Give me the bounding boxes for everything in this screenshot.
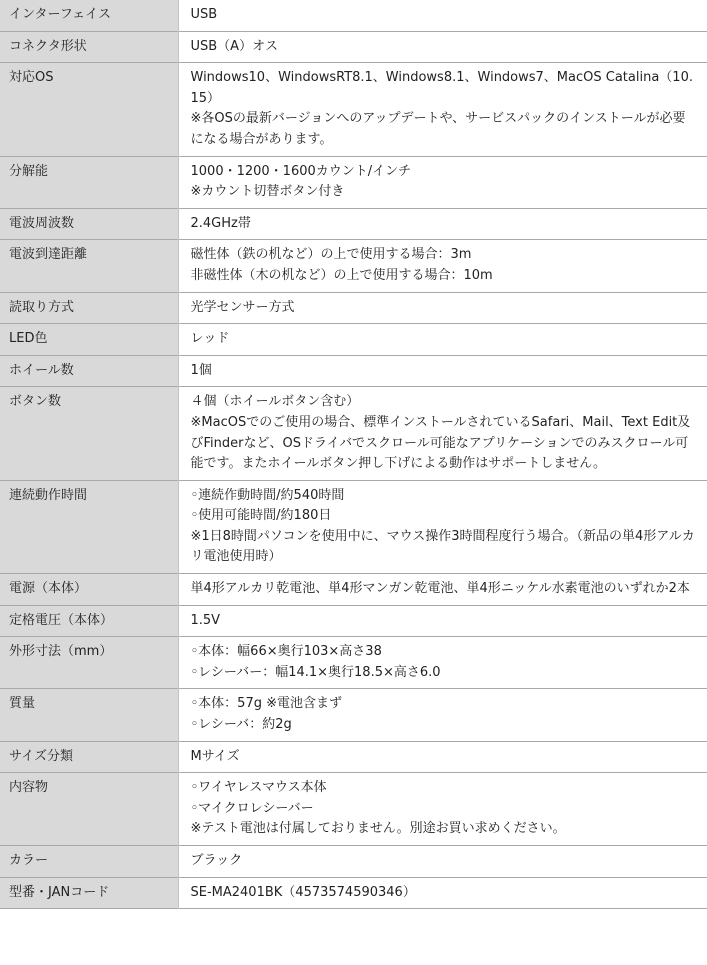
- spec-label: 定格電圧（本体）: [0, 605, 178, 637]
- spec-value-line: ※1日8時間パソコンを使用中に、マウス操作3時間程度行う場合。（新品の単4形アルカリ電池使用時）: [190, 528, 695, 565]
- spec-value: [178, 877, 707, 909]
- spec-value-line: 磁性体（鉄の机など）の上で使用する場合：3m: [190, 247, 472, 263]
- spec-row: [0, 846, 707, 878]
- spec-row: [0, 292, 707, 324]
- spec-value-line: ブラック: [190, 853, 243, 868]
- spec-value-line: ◦マイクロレシーバー: [190, 800, 314, 816]
- spec-value: [178, 637, 707, 689]
- spec-value-line: USB: [190, 7, 218, 22]
- spec-value-line: SE-MA2401BK（4573574590346）: [190, 884, 416, 900]
- spec-value-line: レッド: [190, 331, 230, 347]
- spec-value-line: 単4形アルカリ乾電池、単4形マンガン乾電池、単4形ニッケル水素電池のいずれか2本: [190, 581, 690, 597]
- spec-value-line: 1個: [190, 362, 212, 378]
- spec-value-line: ◦レシーバ：約2g: [190, 717, 292, 733]
- spec-value: [178, 387, 707, 480]
- spec-label: カラー: [0, 846, 178, 878]
- spec-row: [0, 773, 707, 846]
- spec-value: [178, 355, 707, 387]
- spec-row: [0, 741, 707, 773]
- spec-row: [0, 387, 707, 480]
- spec-value: [178, 292, 707, 324]
- spec-value-line: ◦本体：幅66×奥行103×高さ38: [190, 644, 382, 660]
- spec-value: [178, 480, 707, 573]
- spec-value: [178, 156, 707, 208]
- spec-label: ボタン数: [0, 387, 178, 480]
- spec-value-line: Windows10、WindowsRT8.1、Windows8.1、Windows7、MacOS Catalina（10.15）: [190, 70, 693, 106]
- spec-value-line: 光学センサー方式: [190, 299, 295, 315]
- spec-label: 質量: [0, 689, 178, 741]
- spec-label: LED色: [0, 324, 178, 356]
- spec-label: 連続動作時間: [0, 480, 178, 573]
- spec-row: [0, 480, 707, 573]
- spec-row: [0, 877, 707, 909]
- spec-label: 分解能: [0, 156, 178, 208]
- spec-row: [0, 324, 707, 356]
- spec-value-line: ◦レシーバー：幅14.1×奥行18.5×高さ6.0: [190, 664, 441, 680]
- spec-row: [0, 689, 707, 741]
- spec-value: [178, 741, 707, 773]
- spec-label: 内容物: [0, 773, 178, 846]
- spec-row: [0, 0, 707, 31]
- spec-value: [178, 0, 707, 31]
- spec-value: [178, 846, 707, 878]
- spec-value-line: ◦使用可能時間/約180日: [190, 508, 332, 524]
- spec-label: 電源（本体）: [0, 574, 178, 606]
- spec-row: [0, 355, 707, 387]
- spec-label: 電波到達距離: [0, 240, 178, 292]
- spec-row: [0, 574, 707, 606]
- spec-row: [0, 208, 707, 240]
- spec-label: 型番・JANコード: [0, 877, 178, 909]
- spec-label: ホイール数: [0, 355, 178, 387]
- spec-value: [178, 31, 707, 63]
- spec-value-line: ※テスト電池は付属しておりません。別途お買い求めください。: [190, 821, 566, 837]
- spec-value: [178, 208, 707, 240]
- spec-label: 読取り方式: [0, 292, 178, 324]
- spec-value: [178, 63, 707, 156]
- spec-row: [0, 31, 707, 63]
- spec-label: サイズ分類: [0, 741, 178, 773]
- spec-value: [178, 605, 707, 637]
- spec-value: [178, 574, 707, 606]
- spec-value-line: ◦ワイヤレスマウス本体: [190, 780, 327, 796]
- spec-label: 電波周波数: [0, 208, 178, 240]
- spec-value: [178, 324, 707, 356]
- spec-row: [0, 156, 707, 208]
- spec-value: [178, 773, 707, 846]
- spec-value-line: Mサイズ: [190, 748, 240, 764]
- spec-value-line: 2.4GHz帯: [190, 215, 251, 231]
- spec-value-line: 非磁性体（木の机など）の上で使用する場合：10m: [190, 267, 493, 283]
- spec-label: コネクタ形状: [0, 31, 178, 63]
- spec-value-line: 1000・1200・1600カウント/インチ: [190, 163, 412, 179]
- spec-value-line: ◦本体：57g ※電池含まず: [190, 696, 342, 712]
- spec-row: [0, 63, 707, 156]
- spec-value-line: 1.5V: [190, 612, 221, 628]
- spec-value-line: ※MacOSでのご使用の場合、標準インストールされているSafari、Mail、Text Edit及びFinderなど、OSドライバでスクロール可能なアプリケーションでのみスクロール可能です。またホイールボタン押し下げによる動作はサポートしません。: [190, 414, 691, 472]
- spec-row: [0, 637, 707, 689]
- spec-value-line: ◦連続作動時間/約540時間: [190, 487, 345, 503]
- spec-value-line: ※各OSの最新バージョンへのアップデートや、サービスパックのインストールが必要になる場合があります。: [190, 111, 686, 147]
- spec-value-line: ４個（ホイールボタン含む）: [190, 394, 360, 410]
- spec-value: [178, 240, 707, 292]
- spec-value-line: USB（A）オス: [190, 38, 278, 54]
- spec-value-line: ※カウント切替ボタン付き: [190, 184, 345, 200]
- spec-label: 対応OS: [0, 63, 178, 156]
- spec-label: インターフェイス: [0, 0, 178, 31]
- spec-label: 外形寸法（mm）: [0, 637, 178, 689]
- spec-row: [0, 240, 707, 292]
- spec-row: [0, 605, 707, 637]
- spec-value: [178, 689, 707, 741]
